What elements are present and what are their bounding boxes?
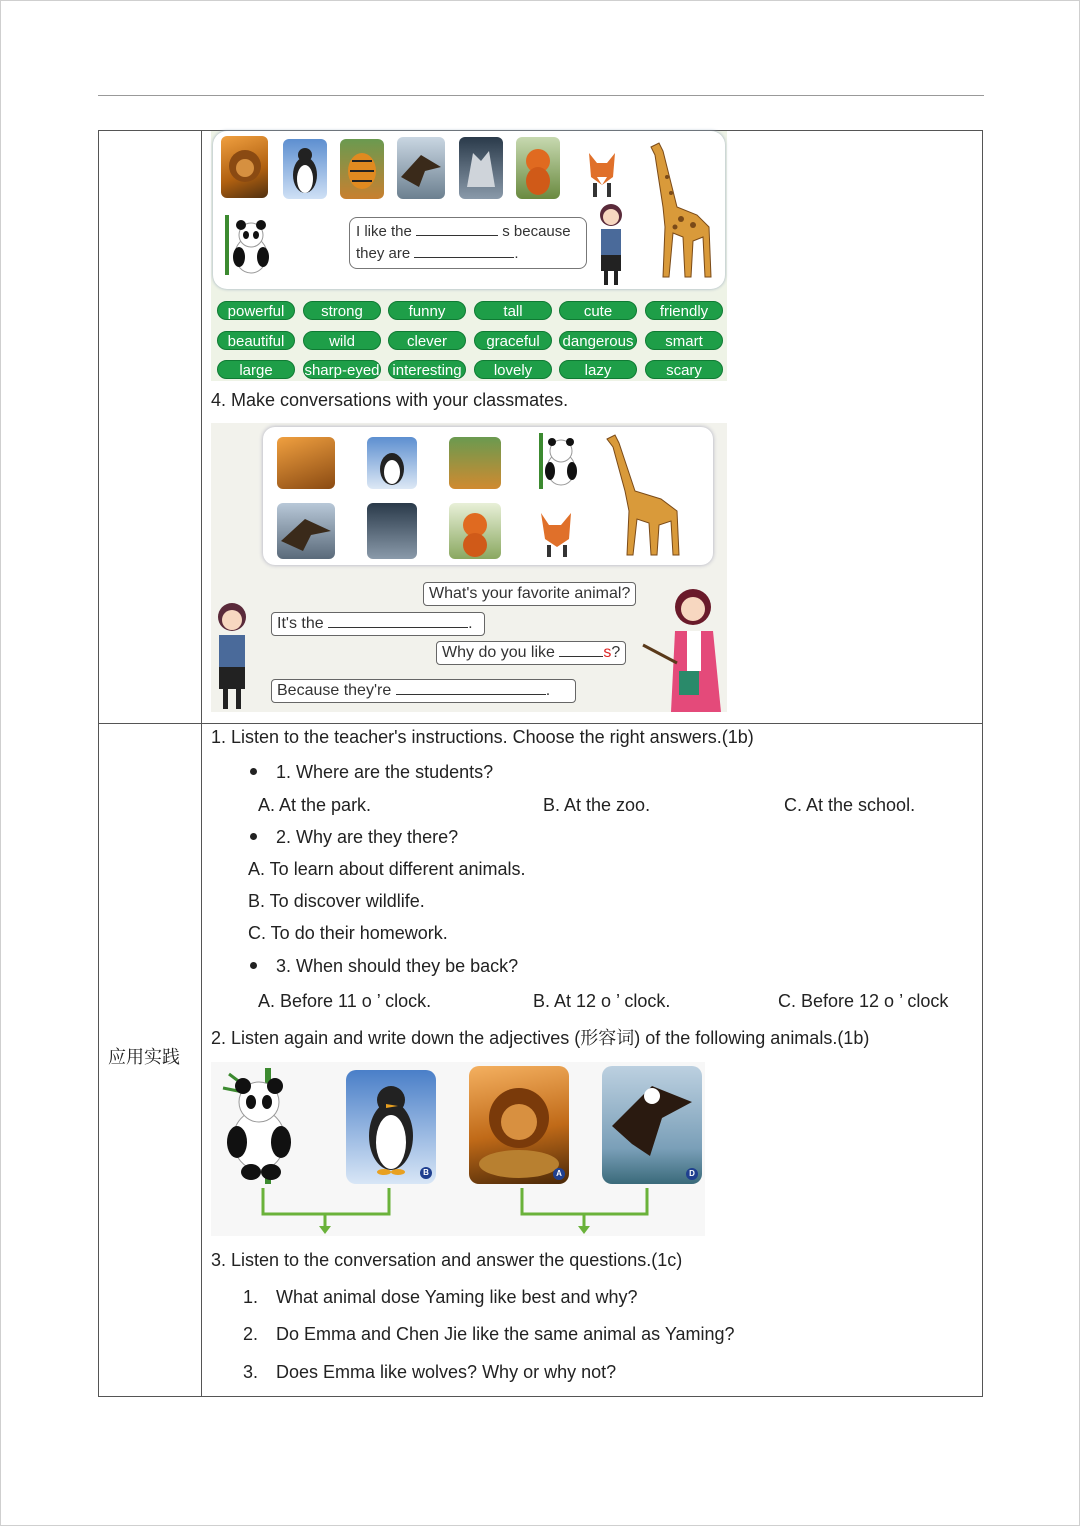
plural-s: s — [603, 644, 612, 661]
badge-a: A — [553, 1168, 565, 1180]
adjective-pill: graceful — [474, 331, 552, 350]
blank-line — [396, 680, 546, 695]
item-number: 3. — [243, 1362, 259, 1382]
adjective-pill: lazy — [559, 360, 637, 379]
adjective-pill: funny — [388, 301, 466, 320]
question-text: What animal dose Yaming like best and why? — [276, 1287, 638, 1307]
teacher-image — [641, 583, 727, 712]
item-number: 1. — [243, 1287, 259, 1307]
bubble-text-1a: I like the — [356, 223, 412, 240]
wolf-image — [459, 137, 503, 199]
wolf-image — [367, 503, 417, 559]
bullet — [250, 833, 257, 840]
panda-image — [533, 433, 585, 491]
panda-image — [221, 215, 279, 277]
conversation-figure — [211, 423, 727, 712]
bubble-text-1b: s because — [502, 223, 571, 240]
table-column-divider — [201, 130, 202, 1397]
tiger-image — [449, 437, 501, 489]
q2-option-c: C. To do their homework. — [248, 923, 448, 943]
question-mark: ? — [611, 644, 621, 661]
question-2: 2. Why are they there? — [276, 827, 459, 847]
animal-card — [213, 131, 725, 289]
task4-title: 4. Make conversations with your classmates. — [211, 390, 569, 410]
answer-because-text: Because they're — [277, 682, 392, 699]
adjective-pill: scary — [645, 360, 723, 379]
adjective-pill: clever — [388, 331, 466, 350]
q3-option-b: B. At 12 o ’ clock. — [533, 991, 671, 1011]
speech-favorite-animal — [423, 582, 636, 606]
adjective-pill: strong — [303, 301, 381, 320]
student-girl-image — [211, 599, 253, 711]
lion-image — [221, 136, 268, 198]
penguin-image — [346, 1070, 436, 1184]
question-text: Do Emma and Chen Jie like the same animal as Yaming? — [276, 1324, 735, 1344]
adjective-pill: lovely — [474, 360, 552, 379]
adjective-pill: sharp-eyed — [304, 362, 380, 379]
speech-bubble: I like the s because they are . — [349, 217, 587, 269]
speech-why-like — [436, 641, 626, 665]
lion-image — [277, 437, 335, 489]
blank-adjective — [414, 243, 514, 258]
q3-option-c: C. Before 12 o ’ clock — [778, 991, 949, 1011]
giraffe-image — [637, 137, 723, 283]
eagle-image — [602, 1066, 702, 1184]
table-row-divider — [98, 723, 983, 724]
item-number: 2. — [243, 1324, 259, 1344]
adjective-pill: tall — [474, 301, 552, 320]
question-why-text: Why do you like — [442, 644, 555, 661]
penguin-image — [283, 139, 327, 199]
question-3: 3. When should they be back? — [276, 956, 519, 976]
section3-title: 3. Listen to the conversation and answer the questions.(1c) — [211, 1250, 683, 1270]
q1-option-c: C. At the school. — [784, 795, 916, 815]
q1-option-a: A. At the park. — [258, 795, 372, 815]
adjective-pill: large — [217, 360, 295, 379]
eagle-image — [277, 503, 335, 559]
adjective-pill: beautiful — [217, 331, 295, 350]
blank-line — [559, 642, 603, 657]
fox-image — [579, 137, 625, 199]
badge-d: D — [686, 1168, 698, 1180]
section2-title: 2. Listen again and write down the adjectives (形容词) of the following animals.(1b) — [211, 1028, 870, 1048]
speech-its-the: It's the . — [271, 612, 485, 636]
row-label-application-practice: 应用实践 — [108, 1047, 180, 1068]
bullet — [250, 962, 257, 969]
animal-grid-card — [263, 427, 713, 565]
speech-because: Because they're . — [271, 679, 576, 703]
blank-line — [328, 613, 468, 628]
question-favorite-text: What's your favorite animal? — [429, 585, 631, 602]
penguin-image — [367, 437, 417, 489]
badge-b: B — [420, 1167, 432, 1179]
question-text: Does Emma like wolves? Why or why not? — [276, 1362, 617, 1382]
adjective-pill: powerful — [217, 301, 295, 320]
fox-image — [531, 503, 587, 559]
adjective-pill: interesting — [388, 360, 466, 379]
adjective-pill: cute — [559, 301, 637, 320]
section1-title: 1. Listen to the teacher's instructions. Choose the right answers.(1b) — [211, 727, 754, 747]
question-1: 1. Where are the students? — [276, 762, 494, 782]
q3-option-a: A. Before 11 o ’ clock. — [258, 991, 432, 1011]
q1-option-b: B. At the zoo. — [543, 795, 651, 815]
tiger-image — [340, 139, 384, 199]
bullet — [250, 768, 257, 775]
adjective-pill: friendly — [645, 301, 723, 320]
adjective-pill: dangerous — [559, 331, 637, 350]
eagle-image — [397, 137, 445, 199]
giraffe-image — [599, 431, 699, 559]
answer-its-the-text: It's the — [277, 615, 324, 632]
animal-adjectives-figure — [211, 1062, 705, 1236]
adjective-pill: smart — [645, 331, 723, 350]
q2-option-b: B. To discover wildlife. — [248, 891, 425, 911]
lion-image — [469, 1066, 569, 1184]
blank-animal — [416, 221, 498, 236]
header-rule — [98, 95, 984, 96]
girl-student-image — [593, 201, 629, 287]
monkey-image — [516, 137, 560, 199]
panda-image — [215, 1068, 307, 1184]
adjectives-figure — [211, 131, 727, 381]
bubble-text-2a: they are — [356, 245, 411, 262]
monkey-image — [449, 503, 501, 559]
adjective-pill: wild — [303, 331, 381, 350]
connector-lines — [211, 1182, 705, 1236]
q2-option-a: A. To learn about different animals. — [248, 859, 526, 879]
